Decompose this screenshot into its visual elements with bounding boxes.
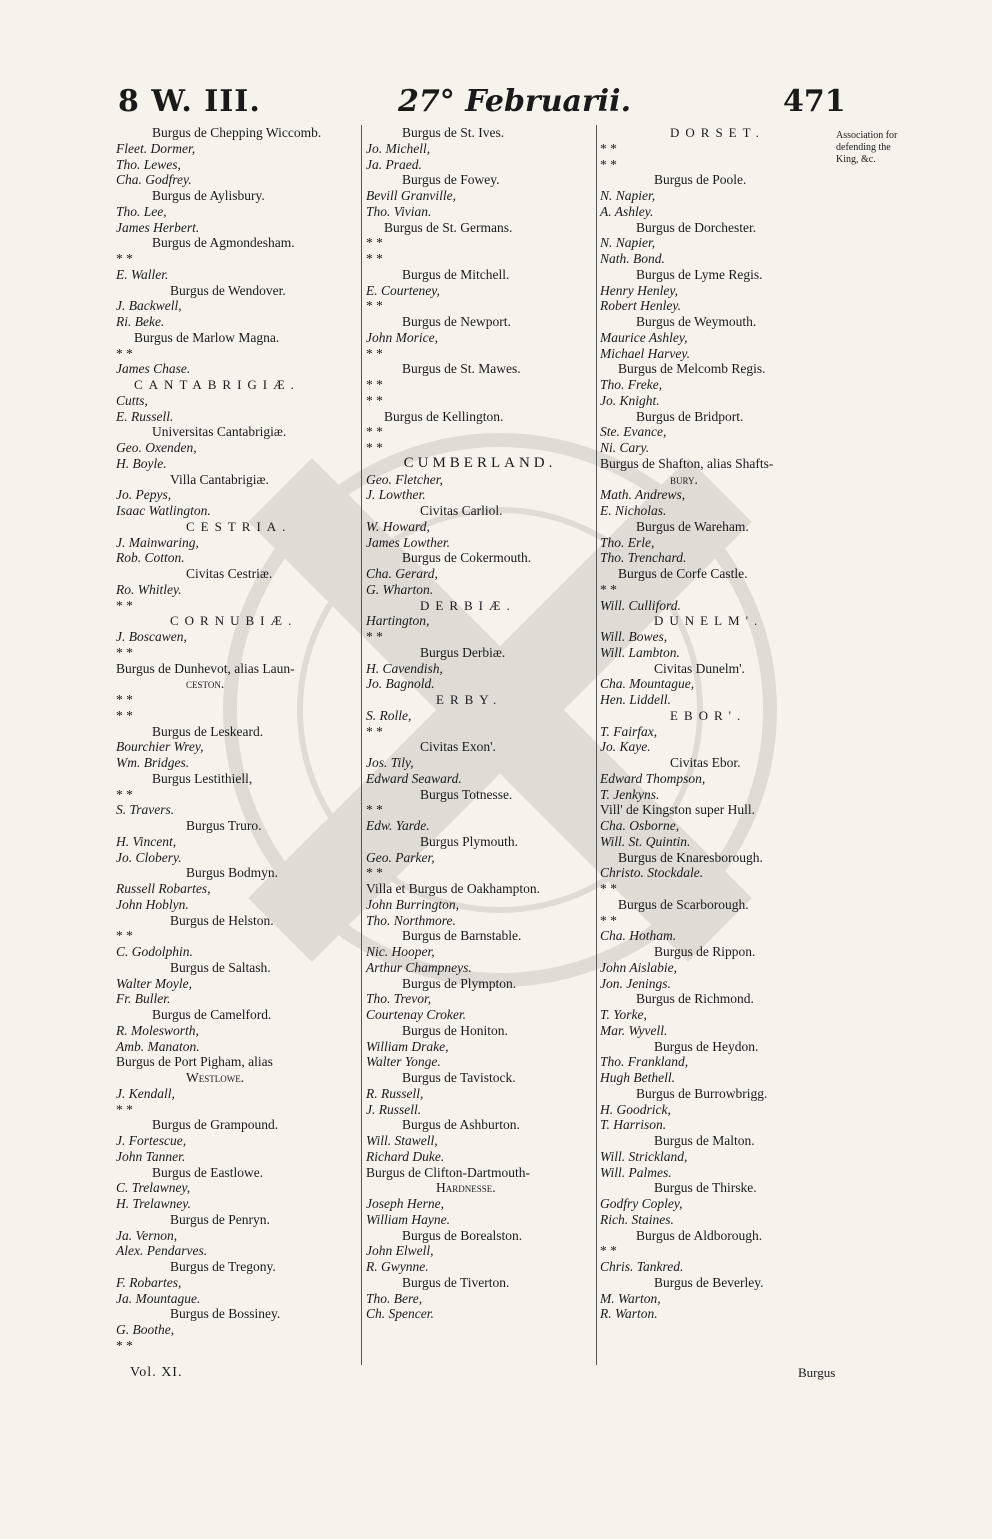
column-3-line: Burgus de Bridport.	[636, 408, 744, 424]
column-2-line: * *	[366, 802, 383, 818]
column-3-line: Jon. Jenings.	[600, 975, 671, 991]
column-1-line: Burgus Bodmyn.	[186, 865, 279, 881]
column-2-line: Cha. Gerard,	[366, 566, 438, 581]
column-1-line: J. Boscawen,	[116, 629, 187, 644]
column-2-line: R. Gwynne.	[366, 1259, 429, 1274]
column-3-line: E. Nicholas.	[600, 503, 667, 518]
column-1-line: Burgus de Leskeard.	[152, 723, 264, 739]
column-3-line: Math. Andrews,	[600, 487, 686, 503]
column-2-line: * *	[366, 723, 383, 739]
column-2-line: Edward Seaward.	[366, 770, 462, 786]
column-2-line: Richard Duke.	[366, 1148, 445, 1164]
column-2-line: G. Wharton.	[366, 581, 434, 597]
column-3-line: Burgus de Poole.	[654, 172, 747, 188]
column-2-line: Civitas Exon'.	[420, 739, 496, 755]
column-3-line: Tho. Trenchard.	[600, 550, 687, 566]
column-2-line: Burgus de St. Mawes.	[402, 361, 521, 377]
column-2-line: Burgus de Tiverton.	[402, 1274, 510, 1290]
column-1-line: CANTABRIGIÆ.	[134, 377, 300, 392]
column-1-line: S. Travers.	[116, 802, 175, 818]
column-1-line: * *	[116, 707, 133, 723]
column-3-line: Maurice Ashley,	[600, 329, 688, 345]
column-2-line: * *	[366, 251, 383, 266]
column-2-line: Burgus de Honiton.	[402, 1022, 508, 1038]
column-1-line: * *	[116, 1101, 133, 1117]
column-2-line: William Hayne.	[366, 1211, 450, 1227]
column-2-line: Burgus Totnesse.	[420, 786, 513, 802]
column-1-line: Civitas Cestriæ.	[186, 566, 273, 581]
column-2-line: John Burrington,	[366, 896, 459, 912]
column-1-line: Rob. Cotton.	[116, 550, 185, 566]
column-2-line: Jo. Bagnold.	[366, 676, 435, 692]
column-3-line: Mar. Wyvell.	[600, 1022, 668, 1038]
column-3-line: Burgus de Lyme Regis.	[636, 266, 763, 282]
column-2-line: Walter Yonge.	[366, 1054, 441, 1070]
column-2-line: R. Russell,	[366, 1085, 424, 1101]
column-1-line: F. Robartes,	[116, 1274, 182, 1290]
column-1-line: ceston.	[186, 676, 225, 692]
column-1-line: E. Waller.	[116, 266, 169, 282]
column-3-line: Will. Culliford.	[600, 597, 681, 613]
column-3-line: Nath. Bond.	[600, 251, 665, 266]
column-3-line: Vill' de Kingston super Hull.	[600, 802, 755, 818]
column-1-line: J. Kendall,	[116, 1085, 175, 1101]
regnal-year: 8 W. III.	[118, 84, 261, 119]
column-2-line: Edw. Yarde.	[366, 818, 430, 833]
column-1-line: * *	[116, 597, 133, 613]
column-3-line: Ste. Evance,	[600, 424, 667, 440]
column-2-line: Burgus de St. Ives.	[402, 125, 505, 140]
column-2-line: Tho. Northmore.	[366, 912, 456, 928]
column-3-line: T. Jenkyns.	[600, 786, 660, 802]
page-number: 471	[783, 84, 846, 119]
column-1-line: Burgus de Helston.	[170, 912, 274, 928]
column-3-line: Tho. Freke,	[600, 377, 663, 392]
column-3-line: Burgus de Knaresborough.	[618, 849, 763, 865]
column-1-line: Jo. Clobery.	[116, 849, 182, 865]
column-2-line: Bevill Granville,	[366, 188, 456, 203]
column-2-line: J. Russell.	[366, 1101, 422, 1117]
column-1-line: G. Boothe,	[116, 1322, 175, 1337]
column-1-line: J. Fortescue,	[116, 1133, 187, 1148]
column-2-line: ERBY.	[436, 692, 503, 707]
column-1-line: Burgus de Marlow Magna.	[134, 329, 280, 345]
column-1-line: Villa Cantabrigiæ.	[170, 471, 269, 487]
column-1-line: Burgus de Saltash.	[170, 959, 271, 975]
column-2-line: Burgus de Fowey.	[402, 172, 500, 188]
column-2-line: Civitas Carliol.	[420, 503, 503, 518]
column-1-line: Ri. Beke.	[116, 314, 165, 329]
column-3-line: Jo. Kaye.	[600, 739, 651, 755]
column-2-line: Courtenay Croker.	[366, 1007, 466, 1022]
column-1-line: Universitas Cantabrigiæ.	[152, 424, 287, 440]
column-3-line: N. Napier,	[600, 235, 656, 251]
text-column-3	[600, 125, 832, 1322]
column-1-line: * *	[116, 644, 133, 660]
column-3-line: John Aislabie,	[600, 959, 677, 975]
column-2-line: Burgus de Ashburton.	[402, 1117, 520, 1133]
column-3-line: Edward Thompson,	[600, 770, 706, 786]
column-2-line: Burgus de Barnstable.	[402, 928, 522, 944]
column-3-line: Burgus de Heydon.	[654, 1038, 759, 1054]
column-1-line: Tho. Lewes,	[116, 156, 181, 172]
column-2-line: * *	[366, 392, 383, 408]
column-divider-2	[596, 125, 597, 1365]
column-1-line: Alex. Pendarves.	[116, 1243, 208, 1259]
column-1-line: Wm. Bridges.	[116, 755, 190, 770]
column-1-line: Burgus de Penryn.	[170, 1211, 270, 1227]
column-2-line: E. Courteney,	[366, 282, 440, 298]
column-2-line: Jos. Tily,	[366, 755, 414, 770]
column-2-line: Ch. Spencer.	[366, 1306, 434, 1322]
column-1-line: E. Russell.	[116, 408, 174, 424]
column-2-line: * *	[366, 345, 383, 361]
column-2-line: * *	[366, 298, 383, 314]
column-2-line: Burgus Derbiæ.	[420, 644, 506, 660]
column-1-line: Burgus de Agmondesham.	[152, 235, 295, 251]
column-1-line: Ro. Whitley.	[116, 581, 182, 597]
column-1-line: John Hoblyn.	[116, 896, 189, 912]
column-1-line: H. Trelawney.	[116, 1196, 191, 1211]
column-2-line: J. Lowther.	[366, 487, 426, 503]
column-3-line: Tho. Erle,	[600, 534, 655, 550]
column-3-line: Will. Strickland,	[600, 1148, 688, 1164]
column-3-line: Burgus de Weymouth.	[636, 314, 757, 329]
column-1-line: C. Trelawney,	[116, 1180, 191, 1196]
column-2-line: Burgus de Kellington.	[384, 408, 504, 424]
column-3-line: Burgus de Aldborough.	[636, 1227, 763, 1243]
column-2-line: Burgus de Borealston.	[402, 1227, 523, 1243]
column-1-line: Burgus de Grampound.	[152, 1117, 279, 1133]
signature-mark: Vol. XI.	[130, 1365, 183, 1380]
column-1-line: Jo. Pepys,	[116, 487, 172, 503]
column-2-line: Tho. Trevor,	[366, 991, 432, 1007]
column-3-line: A. Ashley.	[600, 203, 654, 219]
column-2-line: Tho. Vivian.	[366, 203, 432, 219]
column-1-line: John Tanner.	[116, 1148, 186, 1164]
column-3-line: EBOR'.	[670, 707, 747, 723]
column-1-line: J. Mainwaring,	[116, 534, 199, 550]
column-3-line: Civitas Dunelm'.	[654, 660, 745, 676]
text-column-1	[116, 125, 354, 1354]
column-1-line: * *	[116, 928, 133, 944]
column-2-line: Hartington,	[366, 613, 430, 629]
margin-note: Association for defending the King, &c.	[836, 130, 898, 165]
column-3-line: * *	[600, 156, 617, 172]
column-1-line: Isaac Watlington.	[116, 503, 211, 518]
column-2-line: Burgus de Clifton-Dartmouth-	[366, 1164, 530, 1180]
column-1-line: J. Backwell,	[116, 298, 182, 314]
column-3-line: H. Goodrick,	[600, 1101, 671, 1117]
column-2-line: Burgus Plymouth.	[420, 833, 519, 849]
column-2-line: Burgus de St. Germans.	[384, 219, 513, 235]
column-3-line: DORSET.	[670, 125, 765, 140]
column-2-line: William Drake,	[366, 1038, 449, 1054]
column-1-line: James Herbert.	[116, 219, 200, 235]
column-2-line: Geo. Fletcher,	[366, 471, 443, 487]
column-1-line: Burgus de Aylisbury.	[152, 188, 265, 203]
column-3-line: Burgus de Wareham.	[636, 518, 749, 534]
column-1-line: Burgus Lestithiell,	[152, 770, 253, 786]
column-2-line: Jo. Michell,	[366, 140, 431, 156]
column-3-line: * *	[600, 1243, 617, 1259]
column-2-line: * *	[366, 377, 383, 392]
column-3-line: * *	[600, 140, 617, 156]
column-3-line: Burgus de Beverley.	[654, 1274, 764, 1290]
column-2-line: DERBIÆ.	[420, 597, 516, 613]
column-3-line: Cha. Hotham.	[600, 928, 677, 944]
column-2-line: John Morice,	[366, 329, 438, 345]
column-3-line: Christo. Stockdale.	[600, 865, 704, 881]
column-2-line: Burgus de Plympton.	[402, 975, 517, 991]
column-1-line: Ja. Vernon,	[116, 1227, 178, 1243]
column-3-line: Jo. Knight.	[600, 392, 660, 408]
column-1-line: * *	[116, 692, 133, 707]
column-2-line: James Lowther.	[366, 534, 450, 550]
column-3-line: Henry Henley,	[600, 282, 678, 298]
column-1-line: R. Molesworth,	[116, 1022, 199, 1038]
column-2-line: Burgus de Newport.	[402, 314, 511, 329]
column-3-line: Cha. Osborne,	[600, 818, 680, 833]
column-3-line: * *	[600, 881, 617, 896]
column-1-line: Amb. Manaton.	[116, 1038, 200, 1054]
column-2-line: Nic. Hooper,	[366, 944, 435, 959]
column-2-line: * *	[366, 424, 383, 440]
column-1-line: Burgus de Wendover.	[170, 282, 286, 298]
column-1-line: * *	[116, 251, 133, 266]
column-3-line: bury.	[670, 471, 698, 487]
column-2-line: CUMBERLAND.	[403, 454, 557, 471]
column-3-line: DUNELM'.	[654, 613, 764, 629]
column-3-line: Will. Palmes.	[600, 1164, 672, 1180]
column-1-line: Burgus de Chepping Wiccomb.	[152, 125, 322, 140]
column-3-line: N. Napier,	[600, 188, 656, 203]
column-3-line: Ni. Cary.	[600, 440, 650, 455]
column-1-line: Burgus Truro.	[186, 818, 262, 833]
column-3-line: Burgus de Shafton, alias Shafts-	[600, 455, 774, 471]
column-1-line: H. Boyle.	[116, 455, 167, 471]
column-2-line: Joseph Herne,	[366, 1196, 444, 1211]
column-3-line: Hugh Bethell.	[600, 1070, 675, 1085]
column-3-line: Will. St. Quintin.	[600, 833, 691, 849]
column-3-line: T. Yorke,	[600, 1007, 647, 1022]
column-1-line: * *	[116, 786, 133, 802]
column-1-line: Cha. Godfrey.	[116, 172, 192, 188]
column-1-line: Geo. Oxenden,	[116, 440, 197, 455]
column-2-line: Burgus de Cokermouth.	[402, 550, 532, 566]
column-3-line: Burgus de Rippon.	[654, 944, 756, 959]
column-3-line: Rich. Staines.	[600, 1211, 674, 1227]
column-1-line: * *	[116, 1337, 133, 1353]
column-3-line: Burgus de Corfe Castle.	[618, 566, 748, 581]
column-3-line: Burgus de Melcomb Regis.	[618, 361, 766, 377]
text-column-2	[366, 125, 594, 1322]
column-1-line: Tho. Lee,	[116, 203, 167, 219]
column-3-line: Burgus de Dorchester.	[636, 219, 757, 235]
column-3-line: M. Warton,	[600, 1290, 661, 1306]
column-1-line: * *	[116, 345, 133, 361]
column-3-line: Civitas Ebor.	[670, 755, 741, 770]
column-2-line: S. Rolle,	[366, 707, 412, 723]
column-3-line: Burgus de Malton.	[654, 1133, 755, 1148]
column-1-line: Russell Robartes,	[116, 881, 211, 896]
column-3-line: Michael Harvey.	[600, 345, 690, 361]
column-2-line: * *	[366, 629, 383, 644]
column-3-line: Hen. Liddell.	[600, 692, 671, 707]
column-3-line: Chris. Tankred.	[600, 1259, 684, 1274]
column-3-line: Burgus de Richmond.	[636, 991, 754, 1007]
column-2-line: Hardnesse.	[436, 1180, 496, 1196]
column-3-line: Burgus de Burrowbrigg.	[636, 1085, 768, 1101]
column-3-line: Cha. Mountague,	[600, 676, 695, 692]
column-3-line: T. Harrison.	[600, 1117, 667, 1133]
page-header	[0, 84, 992, 124]
column-3-line: R. Warton.	[600, 1306, 658, 1322]
column-divider-1	[361, 125, 362, 1365]
column-1-line: H. Vincent,	[116, 833, 177, 849]
column-2-line: Villa et Burgus de Oakhampton.	[366, 881, 541, 896]
column-1-line: Cutts,	[116, 392, 148, 408]
column-2-line: Tho. Bere,	[366, 1290, 423, 1306]
column-3-line: Robert Henley.	[600, 298, 681, 314]
column-3-line: T. Fairfax,	[600, 723, 658, 739]
column-3-line: Will. Lambton.	[600, 644, 680, 660]
column-2-line: * *	[366, 235, 383, 251]
column-3-line: * *	[600, 912, 617, 928]
column-1-line: Burgus de Tregony.	[170, 1259, 276, 1274]
column-1-line: Burgus de Camelford.	[152, 1007, 272, 1022]
column-2-line: * *	[366, 865, 383, 881]
column-1-line: Bourchier Wrey,	[116, 739, 204, 755]
column-1-line: Ja. Mountague.	[116, 1290, 201, 1306]
column-2-line: Ja. Praed.	[366, 156, 422, 172]
column-1-line: Westlowe.	[186, 1070, 245, 1085]
column-1-line: Fr. Buller.	[116, 991, 171, 1007]
column-2-line: H. Cavendish,	[366, 660, 443, 676]
column-1-line: CESTRIA.	[186, 518, 292, 534]
column-1-line: Burgus de Eastlowe.	[152, 1164, 264, 1180]
column-1-line: Burgus de Dunhevot, alias Laun-	[116, 660, 295, 676]
column-2-line: W. Howard,	[366, 518, 430, 534]
column-3-line: Godfry Copley,	[600, 1196, 683, 1211]
column-3-line: Tho. Frankland,	[600, 1054, 689, 1070]
column-2-line: Burgus de Tavistock.	[402, 1070, 516, 1085]
column-2-line: Geo. Parker,	[366, 849, 435, 865]
column-1-line: James Chase.	[116, 361, 191, 377]
column-2-line: * *	[366, 440, 383, 455]
column-3-line: Will. Bowes,	[600, 629, 668, 644]
session-date: 27° Februarii.	[398, 84, 632, 119]
column-3-line: * *	[600, 581, 617, 597]
column-3-line: Burgus de Scarborough.	[618, 896, 749, 912]
column-2-line: Burgus de Mitchell.	[402, 266, 510, 282]
column-1-line: C. Godolphin.	[116, 944, 193, 959]
column-1-line: CORNUBIÆ.	[170, 613, 298, 629]
column-1-line: Fleet. Dormer,	[116, 140, 196, 156]
catchword: Burgus	[798, 1365, 836, 1380]
column-2-line: Will. Stawell,	[366, 1133, 438, 1148]
column-2-line: John Elwell,	[366, 1243, 434, 1259]
column-1-line: Burgus de Bossiney.	[170, 1306, 281, 1322]
column-2-line: Arthur Champneys.	[366, 959, 472, 975]
column-1-line: Walter Moyle,	[116, 975, 192, 991]
column-3-line: Burgus de Thirske.	[654, 1180, 757, 1196]
column-1-line: Burgus de Port Pigham, alias	[116, 1054, 273, 1070]
